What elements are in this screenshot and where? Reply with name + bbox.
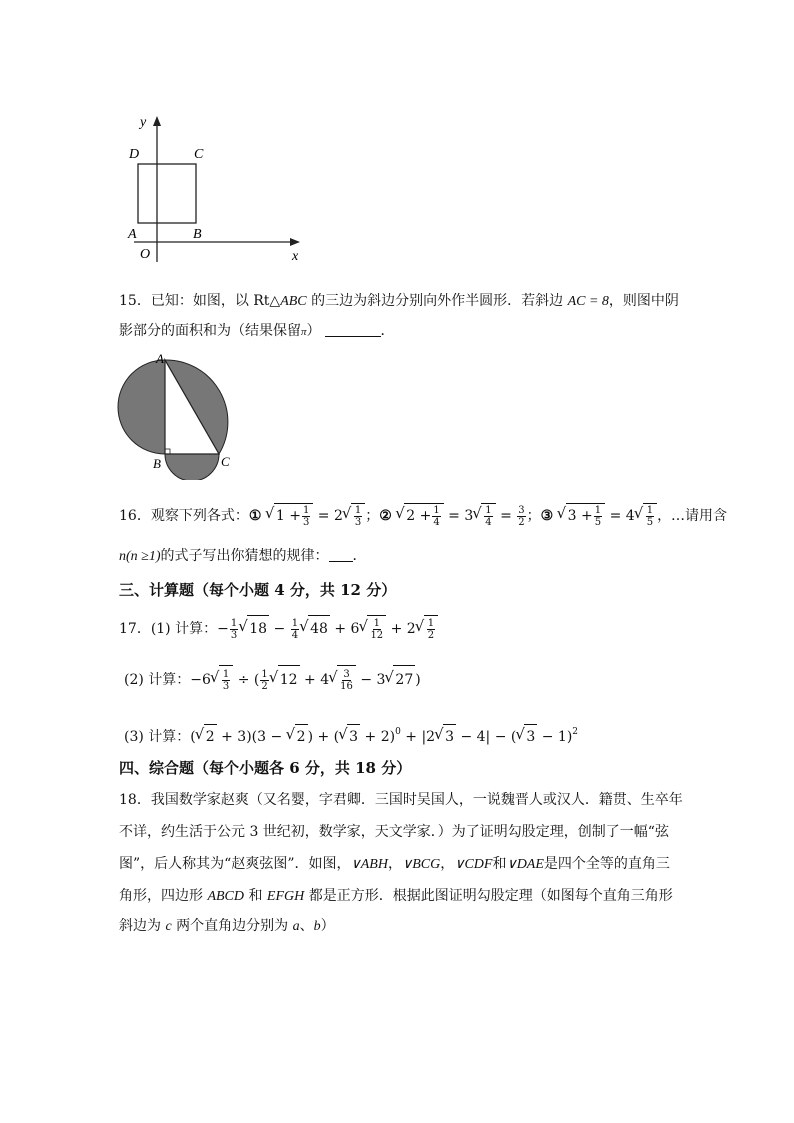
term: − 4| − ( — [456, 729, 517, 745]
q16-radical — [643, 503, 657, 528]
q15-text: ，则图中阴 — [608, 293, 679, 309]
q18-text: 是四个全等的直角三 — [543, 856, 670, 872]
q18-sep: ， — [440, 856, 455, 872]
term: + 3)(3 − — [216, 729, 287, 745]
label-a: A — [156, 351, 164, 366]
origin-label: O — [140, 247, 151, 262]
radicand: 2 — [296, 729, 306, 745]
num: √ 1 — [485, 504, 492, 516]
figure-semicircles — [112, 350, 252, 480]
term: ) — [415, 672, 421, 688]
label-c: C — [221, 454, 230, 469]
fraction — [354, 505, 362, 528]
fraction — [302, 505, 310, 528]
term: ) + ( — [307, 729, 340, 745]
q18-sep: 和 — [244, 888, 267, 904]
q16-marker: ③ — [540, 508, 554, 524]
q17-part2 — [124, 665, 421, 694]
q17-part1 — [119, 615, 438, 642]
radical — [393, 665, 415, 694]
q16-radical — [274, 503, 313, 528]
term: − 1) — [537, 729, 573, 745]
num: 1 — [291, 617, 299, 629]
q17-part3 — [124, 720, 578, 749]
q16-term: = 2 — [313, 508, 343, 524]
term: ÷ ( — [233, 672, 260, 688]
q18-text: 角形，四边形 — [119, 888, 208, 904]
quad-abcd: ABCD — [207, 889, 245, 904]
q15-text: 影部分的面积和为（结果保留 — [119, 323, 301, 339]
q16-period: ． — [352, 548, 367, 564]
q16-marker: ② — [379, 508, 392, 524]
q18-sep: 、 — [299, 918, 314, 934]
q16-sep: ； — [526, 508, 541, 524]
q18-line4 — [119, 887, 673, 906]
q15-text: 的三边为斜边分别向外作半圆形．若斜边 — [306, 293, 568, 309]
var-a: a — [292, 919, 300, 934]
term: − — [269, 621, 290, 637]
section-3-heading: 三、计算题（每个小题 4 分，共 12 分） — [119, 581, 397, 599]
q18-text: 两个直角边分别为 — [171, 918, 293, 934]
radical — [295, 724, 308, 749]
q17-label: (2) 计算： — [124, 672, 191, 688]
radicand: 27 — [395, 672, 414, 688]
radicand: 3 — [526, 729, 536, 745]
fraction — [594, 505, 602, 528]
fraction — [222, 669, 230, 692]
q16-condition: n(n ≥1) — [119, 549, 161, 564]
figure-coordinate-square — [120, 110, 320, 270]
term: −6 — [190, 672, 211, 688]
section-4-heading: 四、综合题（每个小题各 6 分，共 18 分） — [119, 759, 412, 777]
q18-text: 斜边为 — [119, 918, 166, 934]
q15-text: 15．已知：如图，以 Rt△ — [119, 293, 281, 309]
q16-term: 1 + — [275, 508, 301, 524]
q15-line1 — [119, 292, 679, 311]
num: √ 1 — [427, 617, 435, 629]
term: − 3 — [355, 672, 386, 688]
q17-label: 17．(1) 计算： — [119, 621, 218, 637]
vertex-a-label: A — [128, 227, 137, 242]
den: 12 — [370, 629, 384, 641]
den: 3 — [302, 516, 310, 528]
q15-text: ） — [306, 323, 321, 339]
radical — [424, 615, 438, 642]
radicand: 12 — [279, 672, 298, 688]
num: √ 1 — [373, 617, 380, 629]
fraction — [260, 669, 268, 692]
den: 2 — [518, 516, 525, 528]
num: 3 — [518, 504, 525, 516]
q16-line1 — [119, 503, 727, 528]
q18-line3 — [119, 855, 670, 874]
q16-term: = — [495, 508, 517, 524]
radical — [219, 665, 233, 694]
den: 4 — [433, 516, 440, 528]
q16-radical — [566, 503, 605, 528]
triangle-cdf: ∨CDF — [454, 857, 493, 872]
den: 16 — [340, 680, 353, 692]
term: + 2) — [360, 729, 396, 745]
radical — [308, 615, 330, 642]
q16-term: 3 + — [567, 508, 593, 524]
fraction — [230, 618, 238, 641]
q16-text: ，…请用含 — [657, 508, 728, 524]
q18-sep: ， — [387, 856, 402, 872]
vertex-b-label: B — [193, 227, 202, 242]
radical — [337, 665, 356, 694]
var-b: b — [313, 919, 321, 934]
fraction — [432, 505, 440, 528]
num: 1 — [302, 504, 310, 516]
q18-line5 — [119, 917, 335, 936]
square-abcd — [138, 164, 196, 223]
term: + 6 — [329, 621, 360, 637]
var-c: c — [165, 919, 172, 934]
x-axis-arrow — [290, 238, 300, 246]
den: 2 — [427, 629, 435, 641]
vertex-d-label: D — [129, 147, 140, 162]
q18-text: ） — [320, 918, 335, 934]
radicand: 48 — [310, 621, 328, 637]
fraction — [517, 505, 525, 528]
num: √ 1 — [222, 668, 230, 680]
term: + |2 — [400, 729, 436, 745]
radical — [443, 724, 456, 749]
den: 5 — [646, 516, 654, 528]
exponent: 0 — [395, 727, 401, 737]
fraction — [340, 669, 353, 692]
term: + 4 — [299, 672, 330, 688]
semicircle-bc — [165, 454, 219, 480]
q15-triangle: ABC — [280, 294, 307, 309]
den: 2 — [261, 680, 268, 692]
q16-text: 的式子写出你猜想的规律： — [160, 548, 329, 564]
label-b: B — [153, 456, 161, 471]
term: − — [217, 621, 229, 637]
fraction — [370, 618, 383, 641]
den: 5 — [594, 516, 602, 528]
den: 3 — [354, 516, 362, 528]
q16-radical — [404, 503, 443, 528]
answer-blank — [329, 548, 353, 562]
radical — [347, 724, 360, 749]
q15-pi: π — [301, 326, 307, 338]
x-axis-label: x — [292, 249, 299, 264]
q16-term: = 3 — [443, 508, 474, 524]
q16-radical — [481, 503, 495, 528]
radical — [524, 724, 537, 749]
num: √ 3 — [343, 668, 350, 680]
y-axis-label: y — [140, 115, 147, 130]
q18-line2: 不详，约生活于公元 3 世纪初，数学家，天文学家．）为了证明勾股定理，创制了一幅“弦 — [119, 824, 669, 840]
num: √ 1 — [646, 504, 654, 516]
radicand: 3 — [445, 729, 454, 745]
radicand: 3 — [349, 729, 359, 745]
radicand: 18 — [249, 621, 268, 637]
fraction — [427, 618, 435, 641]
term: ( — [190, 729, 196, 745]
radical — [367, 615, 386, 642]
answer-blank — [325, 323, 381, 337]
fraction — [646, 505, 654, 528]
q16-line2 — [119, 547, 367, 566]
exponent: 2 — [572, 727, 579, 737]
den: 3 — [230, 629, 238, 641]
semicircle-ab — [118, 360, 165, 454]
num: √ 1 — [354, 504, 362, 516]
q16-term: 2 + — [406, 508, 432, 524]
q18-text: 都是正方形．根据此图证明勾股定理（如图每个直角三角形 — [304, 888, 673, 904]
quad-efgh: EFGH — [266, 889, 305, 904]
fraction — [484, 505, 492, 528]
radicand: 2 — [205, 729, 215, 745]
q16-term: = 4 — [605, 508, 635, 524]
q18-sep: 和 — [492, 856, 507, 872]
q17-label: (3) 计算： — [124, 729, 191, 745]
q15-hypotenuse: AC = 8 — [567, 294, 609, 309]
q15-period: ． — [380, 323, 395, 339]
radical — [278, 665, 300, 694]
radical — [247, 615, 269, 642]
triangle-dae: ∨DAE — [506, 857, 544, 872]
den: 3 — [222, 680, 230, 692]
q18-line1: 18．我国数学家赵爽（又名婴，字君卿．三国时吴国人，一说魏晋人或汉人．籍贯、生卒年 — [119, 792, 683, 808]
q16-text: 16．观察下列各式： — [119, 508, 249, 524]
fraction — [291, 618, 299, 641]
num: 1 — [433, 504, 440, 516]
term: + 2 — [386, 621, 416, 637]
num: 1 — [594, 504, 602, 516]
den: 4 — [485, 516, 492, 528]
num: 1 — [230, 617, 238, 629]
q18-text: 图”，后人称其为“赵爽弦图”．如图， — [119, 856, 351, 872]
vertex-c-label: C — [194, 147, 204, 162]
q16-sep: ； — [365, 508, 380, 524]
radical — [204, 724, 217, 749]
den: 4 — [291, 629, 299, 641]
y-axis-arrow — [153, 116, 161, 126]
triangle-abh: ∨ABH — [350, 857, 388, 872]
q16-marker: ① — [248, 508, 262, 524]
num: 1 — [261, 668, 268, 680]
triangle-bcg: ∨BCG — [401, 857, 441, 872]
q16-radical — [351, 503, 365, 528]
q15-line2 — [119, 322, 395, 341]
